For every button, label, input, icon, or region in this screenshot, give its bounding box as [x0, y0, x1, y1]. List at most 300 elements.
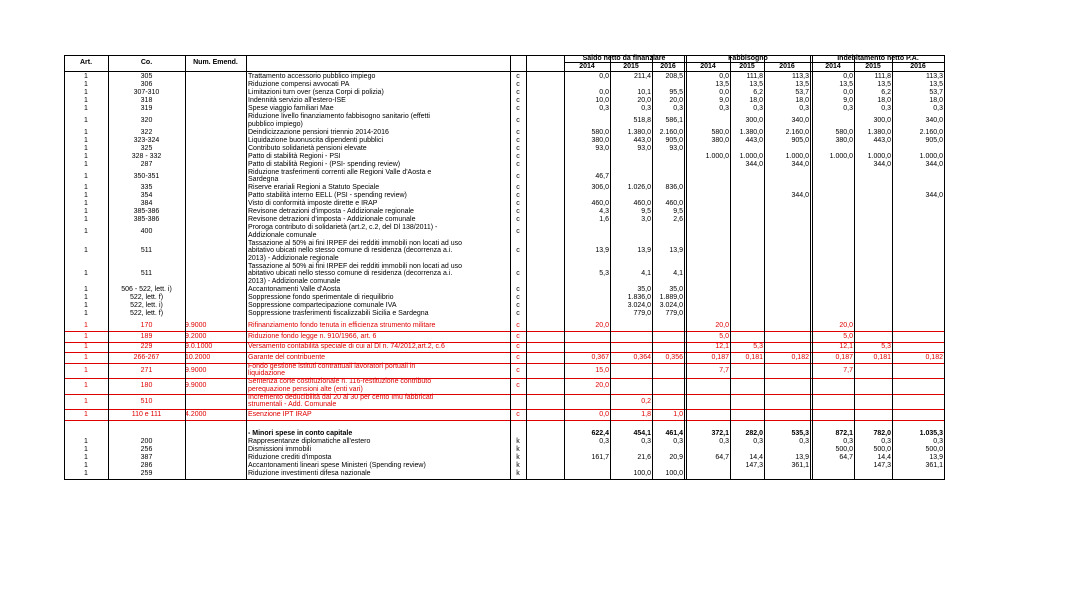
row-value	[764, 470, 809, 478]
row-type: k	[516, 461, 520, 469]
row-value	[610, 173, 651, 181]
row-value	[812, 161, 853, 169]
row-value: 20,0	[669, 97, 683, 105]
row-value: 1.380,0	[627, 128, 651, 136]
row-value	[652, 161, 683, 169]
row-num-emend	[185, 161, 246, 169]
row-value	[764, 200, 809, 208]
row-value	[564, 81, 609, 89]
row-value	[812, 200, 853, 208]
row-value: 5,3	[881, 343, 891, 350]
row-value: 0,3	[881, 105, 891, 113]
row-description: Riduzione trasferimenti correnti alle Regioni Valle d'Aosta e	[248, 168, 432, 176]
row-co: 511	[140, 247, 153, 255]
row-description: pubblico impiego)	[248, 120, 303, 128]
row-co: 200	[140, 437, 153, 445]
row-value	[764, 228, 809, 236]
row-value	[730, 333, 763, 341]
row-value: 500,0	[925, 445, 943, 453]
row-type: k	[516, 469, 520, 477]
row-num-emend	[185, 137, 246, 145]
row-description: Dismissioni immobili	[248, 445, 312, 453]
row-value	[764, 247, 809, 255]
row-art: 1	[84, 117, 88, 124]
row-art: 1	[84, 160, 88, 168]
row-value	[730, 173, 763, 181]
row-art: 1	[84, 184, 88, 192]
row-value	[812, 310, 853, 318]
column-divider	[686, 55, 687, 480]
row-value: 20,0	[715, 322, 729, 329]
row-co: 384	[140, 200, 153, 208]
row-value	[764, 333, 809, 341]
column-divider	[684, 55, 685, 480]
row-value	[892, 302, 943, 310]
row-value: 53,7	[929, 89, 943, 97]
row-num-emend	[185, 184, 246, 192]
row-num-emend	[185, 228, 246, 236]
row-value	[564, 302, 609, 310]
row-description: Fondo gestione istituti contrattuali lavoratori portuali in	[248, 362, 416, 370]
row-co: 522, lett. f)	[129, 293, 164, 301]
row-art: 1	[84, 285, 88, 293]
row-value: 20,9	[669, 453, 683, 461]
row-value: 161,7	[591, 453, 609, 461]
row-value: 0,3	[599, 437, 609, 445]
row-value	[764, 294, 809, 302]
row-value	[812, 286, 853, 294]
row-num-emend	[185, 438, 246, 446]
row-value: 1.889,0	[659, 293, 683, 301]
row-value	[610, 446, 651, 454]
row-value: 13,9	[637, 247, 651, 255]
row-co: 385-386	[133, 208, 160, 216]
row-num-emend	[185, 430, 246, 438]
row-num-emend	[185, 302, 246, 310]
row-value	[730, 216, 763, 224]
row-value	[854, 247, 891, 255]
column-divider	[812, 55, 813, 480]
row-value: 0,3	[799, 437, 809, 445]
row-value: 361,1	[791, 461, 809, 469]
row-value: 380,0	[835, 136, 853, 144]
row-value	[854, 367, 891, 375]
row-value	[730, 286, 763, 294]
header-year: 2014	[700, 63, 716, 70]
row-value: 0,3	[843, 105, 853, 113]
row-value: 1.026,0	[627, 184, 651, 192]
row-value: 1.380,0	[867, 128, 891, 136]
row-value	[892, 270, 943, 278]
row-value	[564, 286, 609, 294]
row-description: abitativo ubicati nello stesso comune di residenza (decorrenza a.i.	[248, 247, 453, 254]
row-num-emend	[185, 73, 246, 81]
row-value	[854, 192, 891, 200]
row-value	[730, 145, 763, 153]
row-value: 344,0	[745, 160, 763, 168]
row-value: 10,1	[637, 89, 651, 97]
row-value: 0,3	[719, 105, 729, 113]
row-description: Indennità servizio all'estero-ISE	[248, 97, 346, 104]
row-type: c	[516, 270, 520, 278]
row-value: 0,364	[633, 353, 651, 361]
row-value: 454,1	[633, 429, 651, 437]
row-art: 1	[84, 461, 88, 469]
row-art: 1	[84, 192, 88, 200]
row-art: 1	[84, 105, 88, 113]
row-description: Contributo solidarietà pensioni elevate	[248, 144, 367, 152]
row-value: 13,9	[929, 453, 943, 461]
row-value	[764, 446, 809, 454]
row-value	[812, 216, 853, 224]
row-value	[892, 411, 943, 419]
row-num-emend	[185, 216, 246, 224]
row-value	[812, 294, 853, 302]
row-value: 344,0	[873, 160, 891, 168]
row-value	[730, 270, 763, 278]
row-art: 1	[84, 128, 88, 136]
column-divider	[764, 55, 765, 480]
row-co: 522, lett. f)	[129, 309, 164, 317]
row-value: 905,0	[791, 136, 809, 144]
row-value: 147,3	[745, 461, 763, 469]
row-description: Riduzione investimenti difesa nazionale	[248, 469, 371, 477]
row-type: c	[516, 309, 520, 317]
row-value	[686, 411, 729, 419]
row-num-emend	[185, 310, 246, 318]
row-value	[812, 117, 853, 125]
row-description: Riduzione compensi avvocati PA	[248, 81, 350, 88]
header-year: 2015	[623, 63, 639, 70]
row-value	[892, 310, 943, 318]
row-value	[764, 145, 809, 153]
row-value: 0,3	[673, 437, 683, 445]
row-value: 4,1	[641, 270, 651, 278]
row-value	[564, 161, 609, 169]
row-art: 1	[84, 216, 88, 224]
row-value: 18,0	[749, 97, 763, 105]
row-value: 580,0	[591, 128, 609, 136]
row-value	[652, 228, 683, 236]
row-value: 13,9	[669, 247, 683, 255]
row-value: 0,0	[719, 73, 729, 81]
row-description: Rifinanziamento fondo tenuta in efficienza strumento militare	[248, 322, 436, 329]
row-value: 0,2	[641, 397, 651, 405]
row-value: 111,8	[746, 73, 763, 81]
row-value	[610, 333, 651, 341]
row-art: 1	[84, 200, 88, 208]
row-art: 1	[84, 81, 88, 89]
row-value	[686, 200, 729, 208]
row-value: 64,7	[839, 453, 853, 461]
row-value: 9,5	[673, 208, 683, 216]
row-value	[892, 333, 943, 341]
row-value: 53,7	[795, 89, 809, 97]
row-art: 1	[84, 208, 88, 216]
row-value: 20,0	[839, 322, 853, 329]
row-value	[686, 446, 729, 454]
row-description: 2013) - Addizionale regionale	[248, 254, 339, 262]
row-co: 323-324	[133, 136, 160, 144]
row-value	[686, 302, 729, 310]
row-num-emend	[185, 470, 246, 478]
row-value	[730, 382, 763, 390]
row-co: 286	[140, 461, 153, 469]
row-value	[764, 286, 809, 294]
row-value: 9,5	[641, 208, 651, 216]
row-description: Riduzione crediti d'imposta	[248, 453, 332, 461]
row-value: 518,8	[633, 117, 651, 124]
row-value	[892, 216, 943, 224]
row-value	[892, 322, 943, 330]
row-value	[764, 216, 809, 224]
row-value: 14,4	[749, 453, 763, 461]
row-type: c	[516, 89, 520, 97]
row-value	[610, 382, 651, 390]
row-description: Addizionale comunale	[248, 231, 317, 239]
row-value	[610, 343, 651, 351]
row-description: Soppressione trasferimenti fiscalizzabili Sicilia e Sardegna	[248, 309, 429, 317]
row-value	[854, 173, 891, 181]
row-value	[652, 398, 683, 406]
row-value	[652, 81, 683, 89]
row-value: 5,0	[719, 332, 729, 340]
row-type: c	[516, 322, 520, 329]
row-num-emend: 9.9000	[185, 366, 207, 374]
row-value	[854, 216, 891, 224]
row-value	[652, 462, 683, 470]
row-value	[730, 446, 763, 454]
row-value	[686, 310, 729, 318]
row-value	[892, 247, 943, 255]
row-value	[812, 302, 853, 310]
row-art: 1	[84, 73, 88, 81]
row-value	[764, 184, 809, 192]
row-value: 20,0	[637, 97, 651, 105]
row-value: 1.000,0	[739, 152, 763, 160]
row-value	[892, 470, 943, 478]
row-num-emend	[185, 247, 246, 255]
row-description: Accantonamenti lineari spese Ministeri (Spending review)	[248, 461, 426, 469]
row-value: 0,3	[881, 437, 891, 445]
row-num-emend: 9.9000	[185, 382, 207, 389]
row-value	[812, 470, 853, 478]
row-art: 1	[84, 309, 88, 317]
row-value: 344,0	[791, 160, 809, 168]
row-value	[812, 208, 853, 216]
header-year: 2014	[825, 63, 841, 70]
row-value	[730, 200, 763, 208]
column-divider	[854, 55, 855, 480]
row-value	[764, 310, 809, 318]
row-value: 380,0	[591, 136, 609, 144]
row-value: 7,7	[843, 366, 853, 374]
column-divider	[246, 55, 247, 480]
row-description: Visto di conformità imposte dirette e IRAP	[248, 200, 378, 207]
row-co: 354	[140, 192, 153, 200]
column-divider	[64, 55, 65, 480]
row-value: 0,0	[843, 89, 853, 97]
row-value	[812, 462, 853, 470]
header-year: 2016	[910, 63, 926, 70]
row-value	[764, 322, 809, 330]
row-value: 2.160,0	[659, 128, 683, 136]
row-value: 13,5	[839, 81, 853, 89]
row-value	[610, 153, 651, 161]
row-value: 93,0	[637, 144, 651, 152]
row-value: 13,9	[795, 453, 809, 461]
row-value	[812, 382, 853, 390]
row-value	[812, 145, 853, 153]
row-value	[812, 247, 853, 255]
row-value: 0,182	[791, 353, 809, 361]
row-value	[730, 184, 763, 192]
row-value	[892, 286, 943, 294]
row-co: 110 e 111	[131, 410, 162, 418]
row-co: 259	[140, 469, 153, 477]
row-description: Soppressione compartecipazione comunale IVA	[248, 301, 397, 309]
row-value: 6,2	[753, 89, 763, 97]
row-value: 300,0	[873, 117, 891, 124]
row-value: 0,0	[843, 73, 853, 81]
row-value: 372,1	[711, 429, 729, 437]
row-type: c	[516, 192, 520, 200]
row-value: 905,0	[925, 136, 943, 144]
row-value: 586,1	[665, 117, 683, 124]
row-value	[892, 382, 943, 390]
row-type	[510, 430, 526, 438]
row-num-emend	[185, 145, 246, 153]
row-value	[564, 192, 609, 200]
row-value	[892, 398, 943, 406]
row-value	[854, 470, 891, 478]
row-type: c	[516, 216, 520, 224]
row-co: 506 - 522, lett. i)	[121, 285, 172, 293]
row-art: 1	[84, 353, 88, 361]
row-value	[652, 173, 683, 181]
row-value: 0,3	[641, 437, 651, 445]
row-value: 782,0	[873, 429, 891, 437]
row-art: 1	[84, 332, 88, 340]
row-value: 13,5	[929, 81, 943, 89]
row-value	[564, 446, 609, 454]
row-art	[64, 430, 108, 438]
row-value	[652, 322, 683, 330]
row-value: 95,5	[669, 89, 683, 97]
row-art: 1	[84, 469, 88, 477]
row-value	[610, 367, 651, 375]
row-value: 111,8	[874, 73, 891, 81]
row-value: 3,0	[641, 216, 651, 224]
row-value: 1.000,0	[867, 152, 891, 160]
row-co: 307-310	[133, 89, 160, 97]
row-type: c	[516, 366, 520, 374]
row-value: 306,0	[591, 184, 609, 192]
header-num-emend: Num. Emend.	[193, 59, 238, 66]
column-divider	[185, 55, 186, 480]
row-value: 872,1	[835, 429, 853, 437]
row-value	[764, 208, 809, 216]
row-value	[854, 411, 891, 419]
row-type: c	[516, 353, 520, 361]
row-co: 271	[140, 366, 153, 374]
row-value	[764, 398, 809, 406]
row-value: 113,3	[792, 73, 809, 81]
row-value	[730, 470, 763, 478]
row-type: c	[516, 97, 520, 105]
row-value	[730, 367, 763, 375]
row-value	[730, 294, 763, 302]
row-type: c	[516, 184, 520, 192]
row-type	[510, 398, 526, 406]
row-value: 13,5	[715, 81, 729, 89]
row-co: 320	[140, 117, 153, 124]
row-value: 93,0	[669, 144, 683, 152]
row-value	[854, 228, 891, 236]
row-value	[812, 228, 853, 236]
row-value	[652, 333, 683, 341]
row-value	[854, 322, 891, 330]
row-value: 7,7	[719, 366, 729, 374]
row-type: c	[516, 172, 520, 180]
row-co: 350-351	[133, 172, 160, 180]
row-value: 0,182	[925, 353, 943, 361]
row-value	[730, 411, 763, 419]
header-year: 2015	[865, 63, 881, 70]
row-value: 443,0	[873, 136, 891, 144]
row-value	[730, 302, 763, 310]
row-art: 1	[84, 343, 88, 350]
row-value: 779,0	[665, 309, 683, 317]
row-value	[892, 200, 943, 208]
row-description: strumentali - Add. Comunale	[248, 401, 337, 408]
row-value	[764, 173, 809, 181]
row-type: c	[516, 81, 520, 89]
row-art: 1	[84, 397, 88, 405]
row-value: 0,181	[873, 353, 891, 361]
row-value	[854, 286, 891, 294]
row-value: 460,0	[665, 200, 683, 208]
row-num-emend	[185, 97, 246, 105]
row-type: k	[516, 437, 520, 445]
row-co: 266-267	[133, 353, 160, 361]
row-value	[812, 411, 853, 419]
column-divider	[108, 55, 109, 480]
row-co: 189	[140, 332, 153, 340]
row-value: 460,0	[633, 200, 651, 208]
row-description: Spese viaggio familiari Mae	[248, 105, 334, 112]
row-value	[686, 117, 729, 125]
row-type: c	[516, 301, 520, 309]
row-value: 9,0	[719, 97, 729, 105]
row-value: 0,3	[933, 437, 943, 445]
row-value	[764, 302, 809, 310]
row-value: 13,5	[749, 81, 763, 89]
row-value: 443,0	[633, 136, 651, 144]
row-value	[854, 208, 891, 216]
row-num-emend	[185, 208, 246, 216]
row-value: 580,0	[711, 128, 729, 136]
row-description: Deindicizzazione pensioni triennio 2014-2016	[248, 128, 389, 136]
row-value: 4,1	[673, 270, 683, 278]
row-value	[564, 333, 609, 341]
row-value: 344,0	[791, 192, 809, 200]
row-co: 322	[140, 128, 153, 136]
row-co: 335	[140, 184, 153, 192]
column-divider	[730, 55, 731, 480]
row-value: 35,0	[669, 285, 683, 293]
row-type: c	[516, 200, 520, 208]
